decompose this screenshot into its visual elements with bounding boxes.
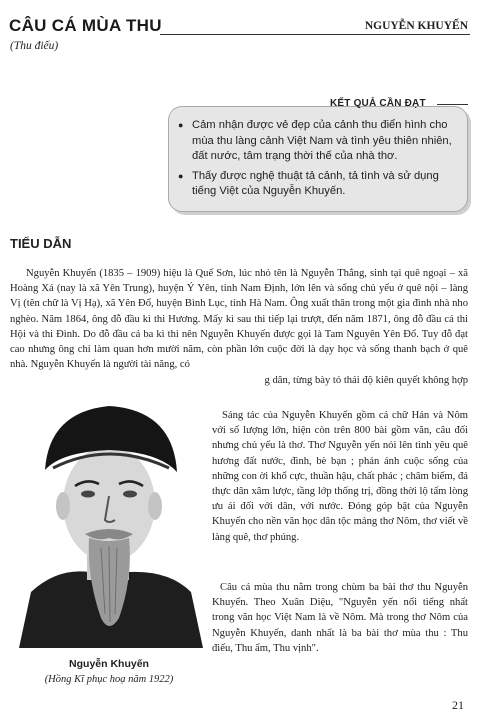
intro-paragraph-1-tail: g dân, từng bày tỏ thái độ kiên quyết không hợp (264, 375, 468, 386)
title-rule (160, 34, 470, 35)
intro-paragraph-2: Sáng tác của Nguyễn Khuyến gồm cả chữ Hán và Nôm với số lượng lớn, hiện còn trên 800 bài gồm văn, câu đối nhưng chủ yếu là thơ. Thơ Nguyễn yến nói lên tình yêu quê hương đất nước, đình, bè bạn ; phản ánh cuộc sống của những con ời khổ cực, thuần hậu, chất phác ; châm biếm, đả thực dân xâm lược, tầng lớp thống trị, đồng thời lộ tấm lòng ưu ái đối với dân, với nước. Đóng góp bật của Nguyễn Khuyến cho nền văn học dân tộc mảng thơ Nôm, thơ viết về làng quê, thơ phúng. (212, 410, 468, 543)
portrait-caption-name: Nguyễn Khuyến (69, 658, 149, 670)
intro-paragraph-1 (10, 266, 468, 372)
section-heading: TIỂU DẪN (10, 236, 72, 251)
goals-rule (437, 104, 468, 105)
poem-title: CÂU CÁ MÙA THU (9, 16, 162, 35)
author-name: NGUYỄN KHUYẾN (359, 20, 468, 32)
goal-item: ● Cảm nhận được vẻ đẹp của cảnh thu điển hình cho mùa thu làng cảnh Việt Nam và tình yêu thiên nhiên, đất nước, tâm trạng thời thế của nhà thơ. (178, 118, 460, 165)
portrait-caption-credit: (Hồng Kĩ phục hoạ năm 1922) (44, 674, 174, 685)
intro-paragraph-3: Câu cá mùa thu nằm trong chùm ba bài thơ thu Nguyễn Khuyến. Theo Xuân Diệu, "Nguyễn yến nổi tiếng nhất trong văn học Việt Nam là về Nôm. Mà trong thơ Nôm của Nguyễn Khuyến, danh nhất là ba bài thơ mùa thu : Thu điếu, Thu ẩm, Thu vịnh". (212, 582, 468, 654)
goal-item: ● Thấy được nghệ thuật tả cảnh, tả tình và sử dụng tiếng Việt của Nguyễn Khuyến. (178, 169, 460, 200)
goals-list (178, 118, 460, 204)
paragraph-1-text: Nguyễn Khuyến (1835 – 1909) hiệu là Quế Sơn, lúc nhỏ tên là Nguyễn Thắng, sinh tại quê ngoại – xã Hoàng Xá (nay là xã Yên Trung), huyện Ý Yên, tỉnh Nam Định, lớn lên và sống chủ yếu ở quê nội – làng Vị (tên chữ là Vị Hạ), xã Yên Đổ, huyện Bình Lục, tỉnh Hà Nam. Ông xuất thân trong một gia đình nhà nho nghèo. Năm 1864, ông đỗ đầu kì thi Hương. Mấy kì sau thi tiếp lại trượt, đến năm 1871, ông đỗ đầu cả thi Hội và thi Đình. Do đỗ đầu cả ba kì thi nên Nguyễn Khuyến được gọi là Tam Nguyên Yên Đổ. Tuy đỗ đạt cao nhưng ông chỉ làm quan hơn mười năm, còn phần lớn cuộc đời là dạy học và sống thanh bạch ở quê nhà. Nguyễn Khuyến là người tài năng, có (10, 268, 468, 371)
goals-heading: KẾT QUẢ CẦN ĐẠT (330, 98, 426, 109)
page-number: 21 (452, 698, 464, 712)
poem-subtitle: (Thu điếu) (10, 40, 59, 52)
portrait-drawing (9, 378, 209, 648)
author-portrait (9, 378, 209, 648)
